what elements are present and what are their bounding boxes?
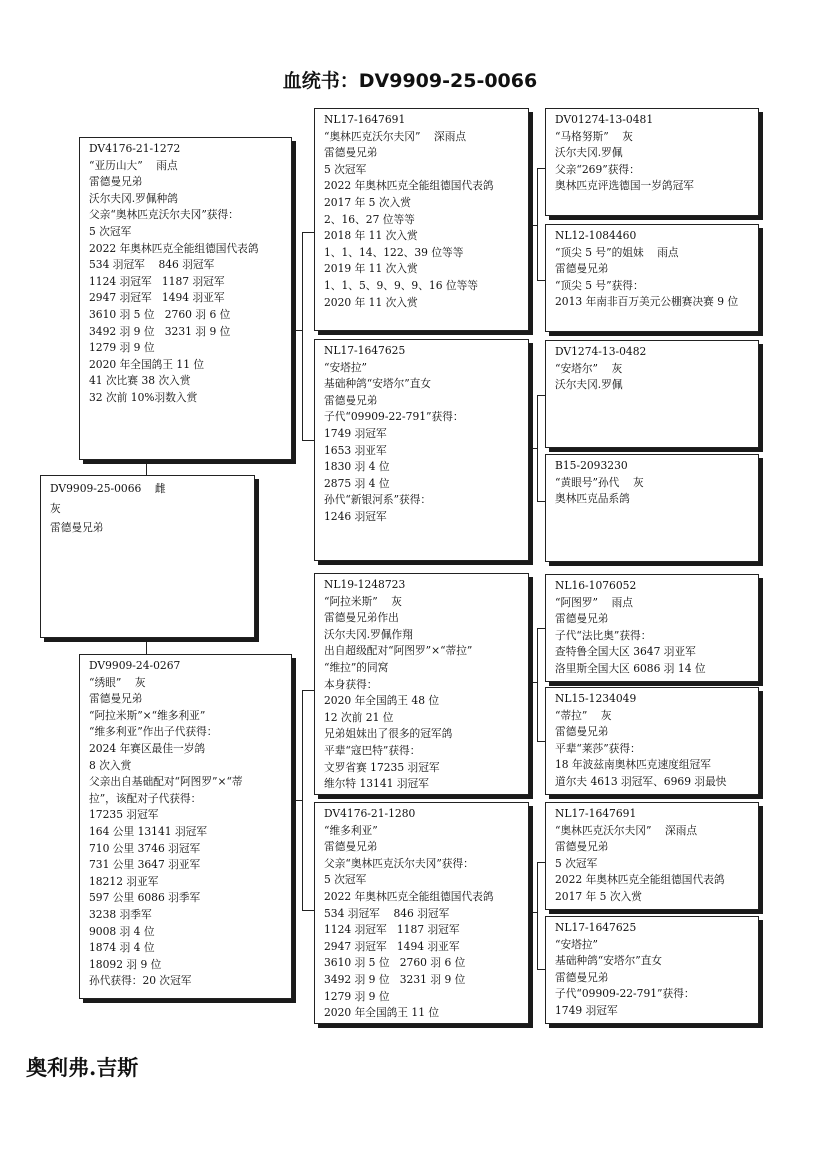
pedigree-line: 3492 羽 9 位 3231 羽 9 位 [324, 972, 466, 986]
pedigree-line: 2020 年全国鸽王 11 位 [324, 1006, 440, 1020]
pedigree-line: 沃尔夫冈.罗佩 [555, 146, 623, 160]
pedigree-line: 3610 羽 5 位 2760 羽 6 位 [89, 307, 231, 321]
pedigree-line: 41 次比赛 38 次入赏 [89, 374, 191, 388]
connector [302, 232, 303, 440]
pedigree-line: 雷德曼兄弟 [89, 692, 143, 706]
pigeon-card-sire-sire [314, 108, 529, 331]
ring-number: NL16-1076052 [555, 579, 637, 592]
pedigree-line: “阿图罗” 雨点 [555, 595, 633, 609]
connector [537, 168, 545, 169]
connector [537, 628, 545, 629]
pedigree-line: “顶尖 5 号”的姐妹 雨点 [555, 245, 679, 259]
pigeon-card-dam-dam [314, 802, 529, 1024]
pedigree-line: 雷德曼兄弟 [89, 175, 143, 189]
connector [302, 232, 314, 233]
pedigree-line: 父亲“奥林匹克沃尔夫冈”获得： [89, 208, 239, 222]
connector [292, 330, 302, 331]
pedigree-line: 17235 羽冠军 [89, 808, 159, 822]
connector [537, 280, 545, 281]
pedigree-line: 道尔夫 4613 羽冠军、6969 羽最快 [555, 774, 727, 788]
pedigree-line: 文罗省赛 17235 羽冠军 [324, 760, 440, 774]
pedigree-line: “蒂拉” 灰 [555, 708, 612, 722]
pedigree-line: 沃尔夫冈.罗佩作翔 [324, 627, 413, 641]
pedigree-line: 3238 羽季军 [89, 907, 152, 921]
pedigree-line: 2018 年 11 次入赏 [324, 229, 418, 243]
ring-number: NL19-1248723 [324, 578, 406, 591]
pigeon-card-self [40, 475, 255, 638]
pedigree-line: “马格努斯” 灰 [555, 129, 633, 143]
pedigree-line: 710 公里 3746 羽冠军 [89, 841, 201, 855]
pedigree-line: 534 羽冠军 846 羽冠军 [324, 906, 450, 920]
pedigree-line: 2022 年奥林匹克全能组德国代表鸽 [324, 889, 494, 903]
pedigree-line: 2022 年奥林匹克全能组德国代表鸽 [555, 873, 725, 887]
pedigree-line: “阿拉米斯” 灰 [324, 594, 402, 608]
pedigree-line: “安塔拉” [555, 937, 598, 951]
pedigree-line: 2、16、27 位等等 [324, 212, 415, 226]
connector [529, 448, 537, 449]
pedigree-line: “顶尖 5 号”获得： [555, 278, 644, 292]
pedigree-line: 2947 羽冠军 1494 羽亚军 [324, 939, 460, 953]
pedigree-line: 164 公里 13141 羽冠军 [89, 824, 208, 838]
pedigree-line: 1124 羽冠军 1187 羽冠军 [324, 923, 460, 937]
ring-number: DV4176-21-1272 [89, 142, 181, 155]
ring-number: DV9909-25-0066 雌 [50, 482, 166, 495]
pedigree-line: 子代“法比奥”获得： [555, 628, 652, 642]
pedigree-line: 子代“09909-22-791”获得： [555, 987, 695, 1001]
ring-number: NL12-1084460 [555, 229, 637, 242]
ring-number: NL17-1647691 [555, 807, 637, 820]
ring-number: NL17-1647625 [555, 921, 637, 934]
pigeon-card-dam-sire [314, 573, 529, 795]
pedigree-line: “维拉”的同窝 [324, 660, 389, 674]
pedigree-line: 雷德曼兄弟 [324, 146, 378, 160]
pedigree-line: 雷德曼兄弟 [324, 393, 378, 407]
pedigree-line: 32 次前 10%羽数入赏 [89, 390, 198, 404]
ring-number: DV9909-24-0267 [89, 659, 181, 672]
pedigree-line: 雷德曼兄弟 [555, 970, 609, 984]
pigeon-card-dam-sire-dam [545, 687, 759, 795]
connector [537, 168, 538, 280]
pedigree-line: 奥林匹克品系鸽 [555, 492, 630, 506]
connector [529, 912, 537, 913]
pedigree-line: “安塔尔” 灰 [555, 361, 623, 375]
connector [146, 638, 147, 654]
pigeon-card-sire-dam-sire [545, 340, 759, 448]
pedigree-line: 2020 年全国鸽王 11 位 [89, 357, 205, 371]
pigeon-card-sire [79, 137, 292, 460]
connector [529, 682, 537, 683]
connector [537, 862, 538, 969]
connector [302, 910, 314, 911]
ring-number: DV1274-13-0482 [555, 345, 647, 358]
connector [529, 225, 537, 226]
connector [302, 690, 303, 910]
pedigree-line: “维多利亚”作出子代获得： [89, 725, 218, 739]
pedigree-line: 父亲“奥林匹克沃尔夫冈”获得： [324, 856, 474, 870]
pedigree-line: “阿拉米斯”×“维多利亚” [89, 708, 206, 722]
pedigree-line: 12 次前 21 位 [324, 710, 394, 724]
pedigree-line: 5 次冠军 [89, 224, 132, 238]
pedigree-line: 雷德曼兄弟 [555, 725, 609, 739]
pedigree-line: 拉”，该配对子代获得： [89, 791, 202, 805]
pedigree-line: 731 公里 3647 羽亚军 [89, 858, 201, 872]
pedigree-line: 5 次冠军 [555, 856, 598, 870]
pedigree-line: 沃尔夫冈.罗佩种鸽 [89, 191, 178, 205]
pedigree-line: 2875 羽 4 位 [324, 476, 390, 490]
pedigree-line: “绣眼” 灰 [89, 675, 146, 689]
pedigree-line: 1279 羽 9 位 [89, 341, 155, 355]
pedigree-line: “黄眼号”孙代 灰 [555, 475, 644, 489]
pedigree-line: 1653 羽亚军 [324, 443, 387, 457]
pedigree-line: 2020 年 11 次入赏 [324, 295, 418, 309]
pedigree-line: 父亲“269”获得： [555, 162, 640, 176]
pedigree-line: 1749 羽冠军 [555, 1003, 618, 1017]
pedigree-line: 平辈“莱莎”获得： [555, 741, 641, 755]
connector [537, 395, 538, 501]
pigeon-card-sire-sire-dam [545, 224, 759, 332]
pedigree-line: 孙代“新银河系”获得： [324, 493, 432, 507]
footer-signature: 奥利弗.吉斯 [26, 1055, 139, 1080]
connector [537, 862, 545, 863]
pedigree-line: 1、1、14、122、39 位等等 [324, 245, 464, 259]
pedigree-line: 18212 羽亚军 [89, 874, 159, 888]
pedigree-line: “奥林匹克沃尔夫冈” 深雨点 [555, 823, 698, 837]
connector [146, 460, 147, 475]
pedigree-line: 奥林匹克评选德国一岁鸽冠军 [555, 179, 694, 193]
connector [292, 800, 302, 801]
pedigree-line: 2019 年 11 次入赏 [324, 262, 418, 276]
pedigree-line: 9008 羽 4 位 [89, 924, 155, 938]
pedigree-line: 洛里斯全国大区 6086 羽 14 位 [555, 661, 706, 675]
pigeon-card-sire-dam-dam [545, 454, 759, 562]
pedigree-line: 出自超级配对“阿图罗”×“蒂拉” [324, 644, 473, 658]
pedigree-line: 1830 羽 4 位 [324, 460, 390, 474]
connector [537, 741, 545, 742]
pedigree-line: 597 公里 6086 羽季军 [89, 891, 201, 905]
connector [537, 501, 545, 502]
ring-number: B15-2093230 [555, 459, 628, 472]
pigeon-card-dam-sire-sire [545, 574, 759, 682]
pedigree-line: 2947 羽冠军 1494 羽亚军 [89, 291, 225, 305]
pedigree-line: 雷德曼兄弟 [324, 840, 378, 854]
pigeon-card-sire-dam [314, 339, 529, 561]
pedigree-line: 雷德曼兄弟 [555, 840, 609, 854]
pigeon-card-dam-dam-sire [545, 802, 759, 910]
pedigree-line: 父亲出自基础配对“阿图罗”×“蒂 [89, 775, 243, 789]
pedigree-line: 2017 年 5 次入赏 [555, 889, 642, 903]
ring-number: NL17-1647691 [324, 113, 406, 126]
pigeon-card-sire-sire-sire [545, 108, 759, 216]
connector [302, 440, 314, 441]
pedigree-line: 1、1、5、9、9、9、16 位等等 [324, 278, 478, 292]
connector [537, 969, 545, 970]
pedigree-line: 本身获得： [324, 677, 378, 691]
pedigree-line: 雷德曼兄弟 [555, 612, 609, 626]
pedigree-line: 8 次入赏 [89, 758, 132, 772]
pedigree-line: 维尔特 13141 羽冠军 [324, 777, 429, 791]
pedigree-line: 3610 羽 5 位 2760 羽 6 位 [324, 956, 466, 970]
pedigree-line: “维多利亚” [324, 823, 378, 837]
page-title: 血统书：DV9909-25-0066 [282, 70, 538, 92]
pedigree-line: 1874 羽 4 位 [89, 941, 155, 955]
ring-number: NL17-1647625 [324, 344, 406, 357]
connector [537, 395, 545, 396]
connector [302, 690, 314, 691]
pedigree-line: 2022 年奥林匹克全能组德国代表鸽 [89, 241, 259, 255]
pedigree-line: 1279 羽 9 位 [324, 989, 390, 1003]
pedigree-line: 18 年波兹南奥林匹克速度组冠军 [555, 758, 711, 772]
pedigree-line: 雷德曼兄弟 [50, 521, 104, 534]
ring-number: DV01274-13-0481 [555, 113, 654, 126]
pedigree-line: 基础种鸽“安塔尔”直女 [324, 377, 432, 391]
pedigree-line: 5 次冠军 [324, 873, 367, 887]
ring-number: DV4176-21-1280 [324, 807, 416, 820]
pedigree-line: 雷德曼兄弟 [555, 262, 609, 276]
pedigree-line: 2017 年 5 次入赏 [324, 195, 411, 209]
pedigree-line: 1246 羽冠军 [324, 509, 387, 523]
pedigree-line: 孙代获得：20 次冠军 [89, 974, 192, 988]
pedigree-line: 18092 羽 9 位 [89, 957, 162, 971]
pedigree-line: 1124 羽冠军 1187 羽冠军 [89, 274, 225, 288]
pedigree-line: 2013 年南非百万美元公棚赛决赛 9 位 [555, 295, 739, 309]
pedigree-line: 子代“09909-22-791”获得： [324, 410, 464, 424]
pedigree-line: 534 羽冠军 846 羽冠军 [89, 258, 215, 272]
pedigree-line: 5 次冠军 [324, 162, 367, 176]
pedigree-line: 平辈“寇巴特”获得： [324, 743, 421, 757]
pedigree-line: 兄弟姐妹出了很多的冠军鸽 [324, 727, 453, 741]
pedigree-line: 沃尔夫冈.罗佩 [555, 378, 623, 392]
pedigree-line: “奥林匹克沃尔夫冈” 深雨点 [324, 129, 467, 143]
pigeon-card-dam-dam-dam [545, 916, 759, 1024]
pedigree-line: 2020 年全国鸽王 48 位 [324, 694, 440, 708]
pedigree-line: 雷德曼兄弟作出 [324, 611, 399, 625]
pedigree-line: 2024 年赛区最佳一岁鸽 [89, 741, 206, 755]
pedigree-line: “亚历山大” 雨点 [89, 158, 178, 172]
ring-number: NL15-1234049 [555, 692, 637, 705]
pedigree-line: 3492 羽 9 位 3231 羽 9 位 [89, 324, 231, 338]
pedigree-line: “安塔拉” [324, 360, 367, 374]
pedigree-line: 查特鲁全国大区 3647 羽亚军 [555, 645, 696, 659]
pedigree-line: 2022 年奥林匹克全能组德国代表鸽 [324, 179, 494, 193]
connector [537, 628, 538, 741]
pedigree-line: 灰 [50, 501, 61, 515]
pedigree-line: 基础种鸽“安塔尔”直女 [555, 954, 663, 968]
pigeon-card-dam [79, 654, 292, 999]
pedigree-line: 1749 羽冠军 [324, 426, 387, 440]
